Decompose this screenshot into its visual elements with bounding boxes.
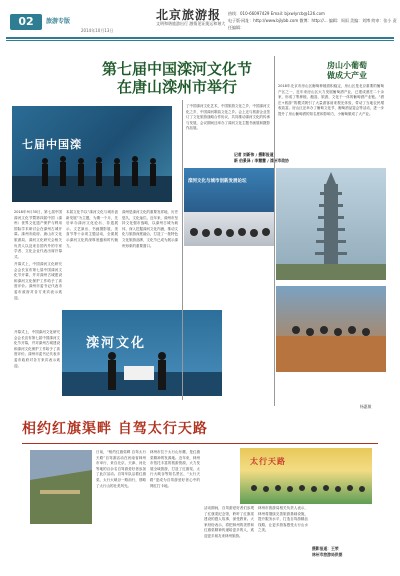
header-rule-thin — [6, 40, 394, 41]
byline-line-1: 记者 刘新伟 / 摄影报道 — [234, 152, 274, 157]
headline-line-2: 在唐山滦州市举行 — [116, 78, 237, 96]
main-body-col-1: 2018年9月30日，第七届中国滦河文化节暨第四届中国（滦州）世界文化遗产保护与利用国际学术研讨会在滦州古城开幕。滦州市政府、唐山市文化旅游局、滦河文化研究会相关负责人以及来自国内外的专家学者、文化企业代表出席开幕式。 — [14, 210, 62, 259]
byline-line-2: 新 伯景泽 / 李慧慧 / 滦州市政协 — [234, 158, 289, 163]
contact-line-1: 热线：010-66097429 Email: bjxwlyrcb@126.com — [228, 11, 325, 16]
main-headline — [62, 60, 292, 96]
main-body-col-5: 了中国滦河文化艺术，中国旅游文化之乡，中国滦河文化之乡，中国滦河歌曲文化之乡。会上还与旅游企业签订了文化旅游战略合作协议，共同推动滦河文化的传承与发展，会议期间还举办了滦河文化主题书画展和摄影作品展。 — [186, 104, 270, 131]
ceremony-banner-text: 滦河文化 — [86, 336, 147, 351]
paper-slogan: 文明和谐旅游出行 激情见证奥运和谐大 — [156, 21, 226, 26]
photo-banner-text: 七届中国滦 — [22, 138, 82, 151]
lower-body-col-2: 林州市位于太行山东麓，是红旗渠精神的发源地。近年来，林州市依托丰富的旅游资源，大力发展全域旅游，打造了红旗渠、太行大峡谷等知名景区，“太行天路”更成为自驾游爱好者心中的网红打卡地。 — [150, 450, 200, 488]
main-body-col-4: 滦州是滦河文化的重要发祥地，历史悠久，文化灿烂。近年来，滦州市坚持文化强市战略，以滦州古城为载体，深入挖掘滦河文化内涵，推动文化与旅游深度融合，打造了一批特色文化旅游品牌，文化节已成为展示滦州形象的重要窗口。 — [122, 210, 178, 248]
contact-info — [228, 10, 398, 31]
headline-line-1: 第七届中国滦河文化节 — [101, 60, 252, 78]
column-divider-right — [274, 56, 275, 406]
forum-banner-photo — [184, 168, 274, 212]
main-body-col-3: 本届文化节以“滦河文化与城市创新发展”为主题，为期一个月，先后举办滦河文化论坛、非遗展示、文艺演出、书画摄影展、美食节等十余项主题活动，全面展示滦河文化的深厚底蕴和时代魅力。 — [66, 210, 118, 248]
lower-credit — [312, 546, 342, 557]
vineyard-visitors-photo — [276, 286, 386, 372]
paper-name: 北京旅游报 — [156, 8, 222, 22]
section-tag: 旅游专版 — [46, 18, 71, 25]
audience-illustration — [184, 212, 274, 246]
side-article-title — [314, 60, 380, 80]
award-ceremony-photo — [62, 310, 222, 396]
lower-rule — [22, 443, 378, 444]
lower-body-col-1: 日前，“相约红旗渠畔 自驾太行天路”自驾游活动在河南省林州市举行，来自北京、天津、河北等地的百余名自驾游爱好者参加了此次活动。自驾车队沿着红旗渠、太行大峡谷一路前行，领略了太行山的壮美风光。 — [96, 450, 146, 488]
pagoda-photo — [276, 168, 386, 280]
pagoda-illustration — [276, 168, 386, 280]
ceremony-people-illustration — [62, 310, 222, 396]
lower-body-col-4: 林州市旅游局相关负责人表示，林州将继续完善旅游基础设施，提升服务水平，打造自驾游精品线路，让更多游客感受太行山水之美。 — [258, 506, 308, 533]
main-body-col-2: 开幕式上，中国滦河文化研究会会长宣布第七届中国滦河文化节开幕，并对滦州古城建设和滦河文化保护工作给予了高度评价。滦州市委书记代表市委市政府对各方来宾表示欢迎。 — [14, 262, 62, 300]
side-article-credit: 杨惠敏 — [360, 404, 372, 409]
lower-headline: 相约红旗渠畔 自驾太行天路 — [22, 418, 378, 440]
taihang-banner-text: 太行天路 — [250, 456, 286, 466]
forum-audience-photo — [184, 212, 274, 246]
taihang-road-photo — [240, 448, 372, 504]
forum-banner-text: 滦河文化与城市创新发展论坛 — [188, 179, 247, 184]
side-title-line-2: 做成大产业 — [327, 70, 367, 80]
issue-date: 2014年10月13日 — [81, 28, 114, 33]
main-byline — [234, 152, 289, 164]
side-article-body: 2018年北京市房山区葡萄种植面积稳定，房山区是北京重要的葡萄产区之一，近年来房山区大力发展葡萄酒产业，已建成酒庄二十余家，形成了集种植、酿造、旅游、文化于一体的葡萄酒产业链。“酒庄+旅游”的模式吸引了大量游客前来观光体验，带动了当地农民增收致富。房山区还举办了葡萄文化节、葡萄酒品鉴会等活动，进一步提升了房山葡萄酒的知名度和影响力，小葡萄做成了大产业。 — [278, 84, 384, 116]
lower-body-col-3: 活动期间，自驾游爱好者们参观了红旗渠纪念馆，聆听了红旗渠建设的感人故事，深受教育。大家纷纷表示，将把林州的美景和红旗渠精神传递给更多的人，欢迎更多朋友来林州旅游。 — [204, 506, 254, 538]
festival-stage-photo — [12, 106, 172, 202]
page-number: 02 — [10, 14, 42, 30]
page-header — [6, 4, 397, 46]
contact-line-2: 电子版·网址：http://www.bjlybb.com 微博：http://... 编辑：周雨 美编：刘博 终审：张小 责任编辑： — [228, 18, 397, 30]
side-title-line-1: 房山小葡萄 — [327, 60, 367, 70]
red-flag-canal-photo — [30, 450, 92, 524]
stage-people-illustration — [12, 106, 172, 202]
visitors-illustration — [276, 286, 386, 372]
header-rule — [6, 37, 394, 39]
main-body-col-6: 开幕式上，中国滦河文化研究会会长宣布第七届中国滦河文化节开幕，并对滦州古城建设和滦河文化保护工作给予了高度评价。滦州市委书记代表市委市政府对各方来宾表示欢迎。 — [14, 330, 60, 368]
column-divider — [182, 100, 183, 400]
canal-illustration — [30, 450, 92, 524]
lower-credit-line-1: 摄影报道：王荣 — [312, 546, 339, 551]
lower-credit-line-2: 林州市旅游局供图 — [312, 551, 343, 557]
group-illustration — [240, 448, 372, 504]
